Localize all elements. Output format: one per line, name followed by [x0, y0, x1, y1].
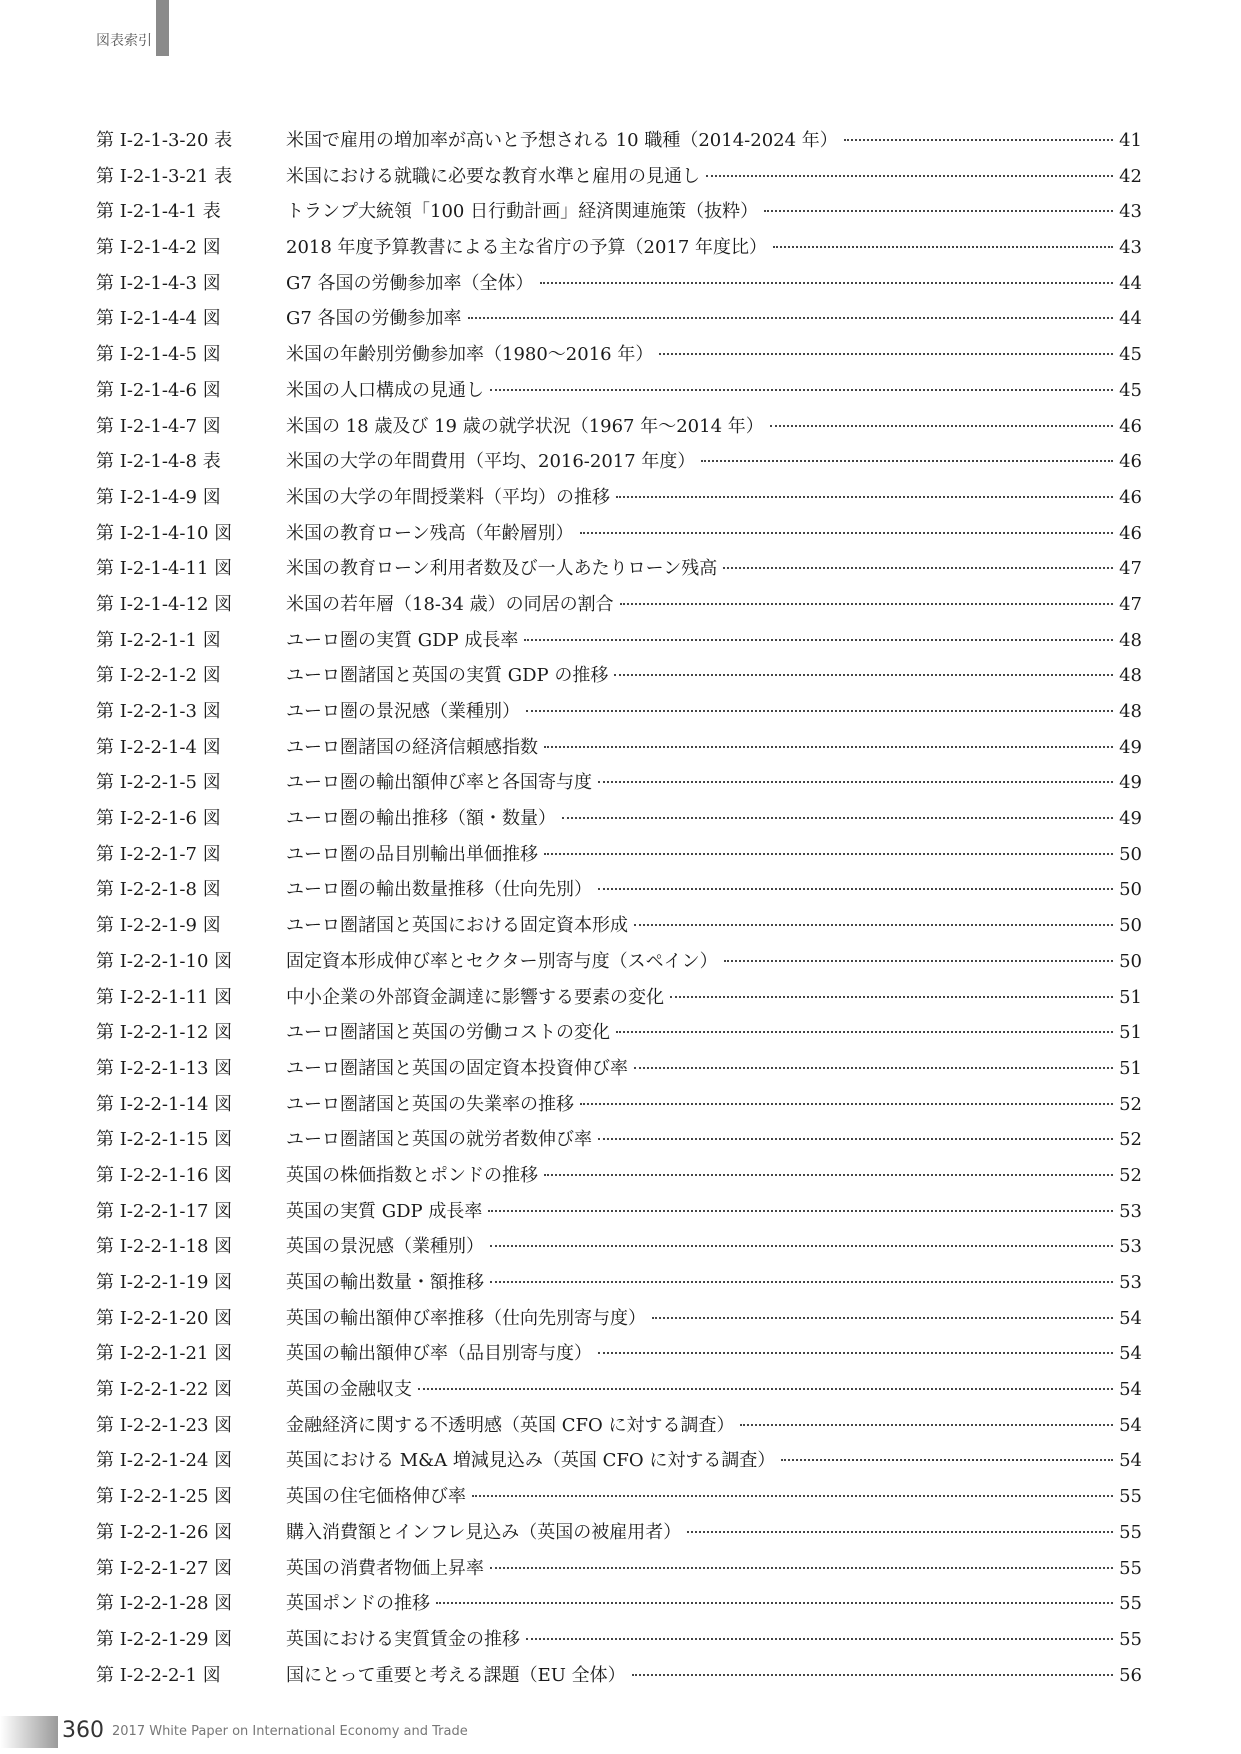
index-entry[interactable]	[96, 737, 1142, 773]
entry-page: 55	[1119, 1521, 1142, 1543]
entry-number: 第 I-2-1-4-11 図	[96, 558, 233, 580]
dot-leader	[634, 1066, 1113, 1069]
dot-leader	[526, 1637, 1113, 1640]
entry-title: ユーロ圏の景況感（業種別）	[286, 701, 520, 722]
entry-page: 56	[1119, 1664, 1142, 1686]
entry-number: 第 I-2-1-4-4 図	[96, 308, 221, 330]
index-entry[interactable]	[96, 987, 1142, 1023]
entry-title: ユーロ圏諸国と英国の就労者数伸び率	[286, 1129, 592, 1151]
entry-page: 42	[1119, 165, 1142, 187]
dot-leader	[544, 1173, 1113, 1176]
dot-leader	[418, 1387, 1113, 1390]
entry-title: 米国の大学の年間費用（平均、2016-2017 年度）	[286, 451, 696, 473]
entry-number: 第 I-2-2-1-2 図	[96, 665, 221, 687]
entry-page: 55	[1119, 1486, 1142, 1508]
entry-number: 第 I-2-1-4-8 表	[96, 451, 221, 473]
dot-leader	[634, 923, 1113, 926]
entry-title: 米国の年齢別労働参加率（1980～2016 年）	[286, 344, 654, 366]
entry-number: 第 I-2-2-1-6 図	[96, 808, 221, 830]
entry-number: 第 I-2-1-4-1 表	[96, 201, 221, 223]
index-entry[interactable]	[96, 451, 1142, 487]
dot-leader	[540, 281, 1114, 284]
dot-leader	[844, 138, 1113, 141]
entry-number: 第 I-2-2-1-14 図	[96, 1093, 233, 1115]
entry-number: 第 I-2-2-1-12 図	[96, 1022, 233, 1044]
dot-leader	[488, 1209, 1113, 1212]
entry-number: 第 I-2-2-1-27 図	[96, 1557, 233, 1579]
entry-number: 第 I-2-1-4-2 図	[96, 237, 221, 259]
entry-number: 第 I-2-1-4-5 図	[96, 344, 221, 366]
dot-leader	[764, 209, 1113, 212]
entry-page: 44	[1119, 308, 1142, 330]
index-entry[interactable]	[96, 380, 1142, 416]
dot-leader	[740, 1423, 1113, 1426]
dot-leader	[490, 1566, 1113, 1569]
entry-number: 第 I-2-2-1-19 図	[96, 1272, 233, 1293]
index-entry[interactable]	[96, 1129, 1142, 1165]
entry-number: 第 I-2-1-4-3 図	[96, 272, 221, 294]
index-entry[interactable]	[96, 594, 1142, 630]
entry-title: ユーロ圏諸国と英国の実質 GDP の推移	[286, 665, 609, 687]
entry-number: 第 I-2-2-1-23 図	[96, 1414, 233, 1436]
dot-leader	[562, 816, 1113, 819]
dot-leader	[652, 1316, 1113, 1319]
index-entry[interactable]	[96, 1343, 1142, 1379]
entry-title: 英国の金融収支	[286, 1379, 412, 1401]
dot-leader	[724, 959, 1113, 962]
dot-leader	[659, 352, 1113, 355]
index-entry[interactable]	[96, 1379, 1142, 1415]
entry-number: 第 I-2-2-1-9 図	[96, 915, 221, 937]
entry-number: 第 I-2-2-1-29 図	[96, 1628, 233, 1650]
dot-leader	[436, 1601, 1113, 1604]
entry-title: 米国の人口構成の見通し	[286, 379, 484, 401]
entry-page: 47	[1119, 558, 1142, 580]
entry-title: ユーロ圏諸国と英国の失業率の推移	[286, 1093, 574, 1115]
entry-title: 英国ポンドの推移	[286, 1593, 430, 1615]
figure-index-list	[96, 130, 1142, 1700]
entry-number: 第 I-2-1-4-10 図	[96, 522, 233, 544]
entry-title: ユーロ圏諸国と英国の固定資本投資伸び率	[286, 1057, 628, 1079]
entry-title: 米国で雇用の増加率が高いと予想される 10 職種（2014-2024 年）	[286, 130, 838, 151]
entry-title: 英国の消費者物価上昇率	[286, 1557, 484, 1579]
index-entry[interactable]	[96, 1450, 1142, 1486]
entry-page: 50	[1119, 950, 1142, 972]
index-entry[interactable]	[96, 237, 1142, 273]
dot-leader	[544, 852, 1113, 855]
entry-page: 46	[1119, 522, 1142, 544]
entry-number: 第 I-2-2-1-28 図	[96, 1593, 233, 1615]
entry-page: 50	[1119, 915, 1142, 937]
entry-title: 米国の教育ローン利用者数及び一人あたりローン残高	[286, 558, 718, 580]
index-entry[interactable]	[96, 1308, 1142, 1344]
entry-number: 第 I-2-2-1-15 図	[96, 1129, 233, 1151]
entry-number: 第 I-2-1-4-12 図	[96, 593, 233, 615]
dot-leader	[490, 388, 1113, 391]
entry-title: ユーロ圏の実質 GDP 成長率	[286, 629, 519, 651]
index-entry[interactable]	[96, 523, 1142, 559]
index-entry[interactable]	[96, 166, 1142, 202]
dot-leader	[706, 174, 1113, 177]
entry-number: 第 I-2-2-1-3 図	[96, 701, 221, 722]
index-entry[interactable]	[96, 1094, 1142, 1130]
dot-leader	[723, 566, 1113, 569]
entry-page: 43	[1119, 237, 1142, 259]
index-entry[interactable]	[96, 1022, 1142, 1058]
entry-page: 51	[1119, 986, 1142, 1008]
entry-title: 英国における実質賃金の推移	[286, 1628, 520, 1650]
entry-number: 第 I-2-2-1-10 図	[96, 950, 233, 972]
entry-number: 第 I-2-2-1-24 図	[96, 1450, 233, 1472]
index-entry[interactable]	[96, 273, 1142, 309]
index-entry[interactable]	[96, 1629, 1142, 1665]
index-entry[interactable]	[96, 1558, 1142, 1594]
entry-number: 第 I-2-2-1-13 図	[96, 1057, 233, 1079]
dot-leader	[490, 1280, 1113, 1283]
dot-leader	[687, 1530, 1113, 1533]
entry-number: 第 I-2-2-1-21 図	[96, 1343, 233, 1365]
entry-page: 44	[1119, 272, 1142, 294]
index-entry[interactable]	[96, 1165, 1142, 1201]
entry-page: 53	[1119, 1272, 1142, 1293]
entry-page: 51	[1119, 1022, 1142, 1044]
entry-page: 45	[1119, 379, 1142, 401]
entry-page: 49	[1119, 808, 1142, 830]
entry-page: 55	[1119, 1557, 1142, 1579]
entry-title: G7 各国の労働参加率	[286, 308, 462, 330]
entry-title: 米国の教育ローン残高（年齢層別）	[286, 522, 574, 544]
entry-page: 52	[1119, 1093, 1142, 1115]
dot-leader	[526, 709, 1113, 712]
entry-page: 50	[1119, 843, 1142, 865]
entry-title: 固定資本形成伸び率とセクター別寄与度（スペイン）	[286, 950, 718, 972]
entry-page: 49	[1119, 772, 1142, 794]
entry-title: ユーロ圏諸国と英国における固定資本形成	[286, 915, 628, 937]
index-entry[interactable]	[96, 1272, 1142, 1308]
entry-page: 55	[1119, 1593, 1142, 1615]
entry-page: 41	[1119, 130, 1142, 151]
entry-number: 第 I-2-2-1-7 図	[96, 843, 221, 865]
entry-title: 2018 年度予算教書による主な省庁の予算（2017 年度比）	[286, 237, 768, 259]
section-label: 図表索引	[96, 33, 152, 49]
entry-title: 米国の大学の年間授業料（平均）の推移	[286, 486, 610, 508]
entry-page: 49	[1119, 736, 1142, 758]
footer-gradient-tab	[0, 1716, 58, 1748]
index-entry[interactable]	[96, 1201, 1142, 1237]
entry-page: 48	[1119, 701, 1142, 722]
entry-number: 第 I-2-1-3-21 表	[96, 165, 233, 187]
entry-title: 米国における就職に必要な教育水準と雇用の見通し	[286, 165, 700, 187]
dot-leader	[670, 995, 1113, 998]
entry-title: 米国の 18 歳及び 19 歳の就学状況（1967 年～2014 年）	[286, 415, 764, 437]
entry-number: 第 I-2-2-1-26 図	[96, 1521, 233, 1543]
index-entry[interactable]	[96, 1593, 1142, 1629]
dot-leader	[598, 1137, 1113, 1140]
entry-number: 第 I-2-2-1-1 図	[96, 629, 221, 651]
entry-page: 52	[1119, 1164, 1142, 1186]
index-entry[interactable]	[96, 1236, 1142, 1272]
index-entry[interactable]	[96, 665, 1142, 701]
dot-leader	[468, 316, 1114, 319]
index-entry[interactable]	[96, 1486, 1142, 1522]
index-entry[interactable]	[96, 344, 1142, 380]
entry-number: 第 I-2-2-1-16 図	[96, 1164, 233, 1186]
entry-title: 英国の輸出数量・額推移	[286, 1272, 484, 1293]
entry-number: 第 I-2-1-4-7 図	[96, 415, 221, 437]
entry-title: ユーロ圏諸国と英国の労働コストの変化	[286, 1022, 610, 1044]
index-entry[interactable]	[96, 201, 1142, 237]
dot-leader	[781, 1458, 1113, 1461]
header-accent-bar	[156, 0, 169, 56]
index-entry[interactable]	[96, 879, 1142, 915]
index-entry[interactable]	[96, 772, 1142, 808]
index-entry[interactable]	[96, 1522, 1142, 1558]
entry-page: 43	[1119, 201, 1142, 223]
dot-leader	[472, 1494, 1113, 1497]
entry-number: 第 I-2-2-1-22 図	[96, 1379, 233, 1401]
entry-title: 国にとって重要と考える課題（EU 全体）	[286, 1664, 626, 1686]
publication-title: 2017 White Paper on International Economy and Trade	[112, 1724, 468, 1739]
entry-number: 第 I-2-2-1-25 図	[96, 1486, 233, 1508]
entry-title: 中小企業の外部資金調達に影響する要素の変化	[286, 986, 664, 1008]
index-entry[interactable]	[96, 951, 1142, 987]
dot-leader	[632, 1673, 1113, 1676]
entry-page: 46	[1119, 486, 1142, 508]
dot-leader	[544, 745, 1113, 748]
entry-title: 英国の輸出額伸び率推移（仕向先別寄与度）	[286, 1307, 646, 1329]
dot-leader	[524, 638, 1113, 641]
dot-leader	[701, 459, 1113, 462]
entry-number: 第 I-2-2-1-11 図	[96, 986, 233, 1008]
index-entry[interactable]	[96, 1665, 1142, 1701]
entry-page: 54	[1119, 1450, 1142, 1472]
entry-title: 金融経済に関する不透明感（英国 CFO に対する調査）	[286, 1414, 735, 1436]
dot-leader	[490, 1244, 1113, 1247]
dot-leader	[598, 780, 1113, 783]
index-entry[interactable]	[96, 130, 1142, 166]
dot-leader	[773, 245, 1113, 248]
entry-page: 45	[1119, 344, 1142, 366]
entry-title: G7 各国の労働参加率（全体）	[286, 272, 534, 294]
dot-leader	[770, 424, 1113, 427]
entry-page: 46	[1119, 451, 1142, 473]
entry-title: ユーロ圏諸国の経済信頼感指数	[286, 736, 538, 758]
entry-number: 第 I-2-1-4-9 図	[96, 486, 221, 508]
entry-page: 55	[1119, 1628, 1142, 1650]
dot-leader	[598, 887, 1113, 890]
entry-title: ユーロ圏の品目別輸出単価推移	[286, 843, 538, 865]
index-entry[interactable]	[96, 1058, 1142, 1094]
entry-page: 46	[1119, 415, 1142, 437]
index-entry[interactable]	[96, 416, 1142, 452]
dot-leader	[616, 495, 1113, 498]
index-entry[interactable]	[96, 308, 1142, 344]
entry-title: 英国の株価指数とポンドの推移	[286, 1164, 538, 1186]
entry-title: ユーロ圏の輸出数量推移（仕向先別）	[286, 879, 592, 901]
entry-page: 47	[1119, 593, 1142, 615]
index-entry[interactable]	[96, 844, 1142, 880]
entry-number: 第 I-2-1-4-6 図	[96, 379, 221, 401]
index-entry[interactable]	[96, 558, 1142, 594]
entry-page: 48	[1119, 665, 1142, 687]
entry-page: 54	[1119, 1307, 1142, 1329]
entry-title: 購入消費額とインフレ見込み（英国の被雇用者）	[286, 1521, 682, 1543]
entry-title: トランプ大統領「100 日行動計画」経済関連施策（抜粋）	[286, 201, 759, 223]
entry-number: 第 I-2-2-2-1 図	[96, 1664, 221, 1686]
dot-leader	[580, 1102, 1113, 1105]
entry-page: 54	[1119, 1414, 1142, 1436]
page-number: 360	[62, 1718, 104, 1743]
index-entry[interactable]	[96, 808, 1142, 844]
dot-leader	[616, 1030, 1113, 1033]
entry-title: 英国における M&A 増減見込み（英国 CFO に対する調査）	[286, 1450, 776, 1472]
dot-leader	[598, 1351, 1113, 1354]
entry-page: 50	[1119, 879, 1142, 901]
entry-page: 53	[1119, 1200, 1142, 1222]
entry-page: 52	[1119, 1129, 1142, 1151]
entry-title: 英国の住宅価格伸び率	[286, 1486, 466, 1508]
entry-number: 第 I-2-2-1-20 図	[96, 1307, 233, 1329]
index-entry[interactable]	[96, 701, 1142, 737]
dot-leader	[620, 602, 1113, 605]
dot-leader	[614, 673, 1113, 676]
entry-number: 第 I-2-2-1-18 図	[96, 1236, 233, 1258]
index-entry[interactable]	[96, 630, 1142, 666]
entry-title: 英国の景況感（業種別）	[286, 1236, 484, 1258]
dot-leader	[580, 531, 1113, 534]
entry-title: ユーロ圏の輸出額伸び率と各国寄与度	[286, 772, 592, 794]
entry-page: 54	[1119, 1343, 1142, 1365]
entry-number: 第 I-2-1-3-20 表	[96, 130, 233, 151]
entry-page: 53	[1119, 1236, 1142, 1258]
index-entry[interactable]	[96, 487, 1142, 523]
entry-number: 第 I-2-2-1-17 図	[96, 1200, 233, 1222]
index-entry[interactable]	[96, 915, 1142, 951]
entry-title: 英国の実質 GDP 成長率	[286, 1200, 483, 1222]
entry-title: 英国の輸出額伸び率（品目別寄与度）	[286, 1343, 592, 1365]
entry-number: 第 I-2-2-1-8 図	[96, 879, 221, 901]
entry-page: 51	[1119, 1057, 1142, 1079]
entry-page: 48	[1119, 629, 1142, 651]
entry-number: 第 I-2-2-1-4 図	[96, 736, 221, 758]
index-entry[interactable]	[96, 1415, 1142, 1451]
entry-number: 第 I-2-2-1-5 図	[96, 772, 221, 794]
entry-title: ユーロ圏の輸出推移（額・数量）	[286, 808, 556, 830]
entry-page: 54	[1119, 1379, 1142, 1401]
entry-title: 米国の若年層（18-34 歳）の同居の割合	[286, 593, 614, 615]
